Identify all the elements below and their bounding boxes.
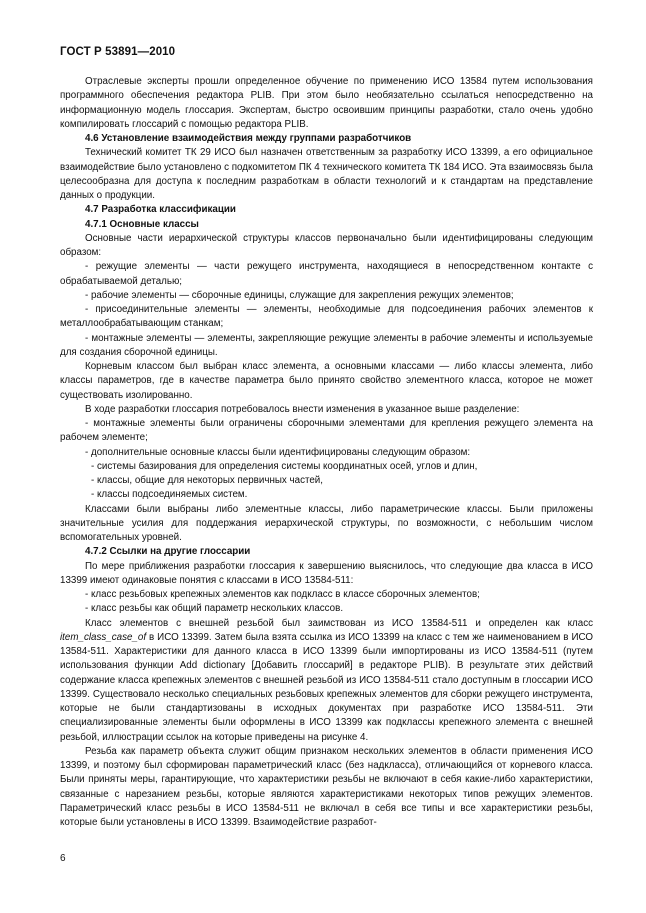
paragraph: В ходе разработки глоссария потребовалось внести изменения в указанное выше разделение: bbox=[85, 403, 520, 415]
paragraph: Технический комитет ТК 29 ИСО был назначен ответственным за разработку ИСО 13399, а его официальное взаимодействие было установлено с подкомитетом ПК 4 технического комитета ТК 184 ИСО. Эта взаимосвязь была целесообразна для доступа к последним разработкам в области технологий и к стандартам на представление данных о продукции. bbox=[60, 147, 593, 201]
section-heading-4-6: 4.6 Установление взаимодействия между группами разработчиков bbox=[85, 133, 412, 144]
paragraph: Резьба как параметр объекта служит общим признаком нескольких элементов в области применения ИСО 13399, и поэтому был сформирован параметрический класс (без надкласса), отличающийся от корневого класса. Были приняты меры, гарантирующие, что характеристики резьбы не включают в себя какие-либо характеристики, связанные с нарезанием резьбы, которые являются характеристиками некоторых типов режущих элементов. Параметрический класс резьбы в ИСО 13584-511 не включал в себя все типы и все характеристики резьбы, которые были установлены в ИСО 13399. Взаимодействие разработ- bbox=[60, 745, 593, 828]
paragraph: Корневым классом был выбран класс элемента, а основными классами — либо классы элемента, либо классы параметров, где в качестве параметра было принято свойство элементного класса, которое не может существовать изолированно. bbox=[60, 361, 593, 401]
section-heading-4-7-1: 4.7.1 Основные классы bbox=[85, 218, 199, 230]
list-item: - класс резьбы как общий параметр нескольких классов. bbox=[85, 603, 344, 615]
section-heading-4-7: 4.7 Разработка классификации bbox=[85, 204, 236, 216]
paragraph: Отраслевые эксперты прошли определенное обучение по применению ИСО 13584 путем использования программного обеспечения редактора PLIB. При этом было необязательно ссылаться непосредственно на информационную модель глоссария. Экспертам, быстро освоившим принципы разработки, стало очень удобно компилировать глоссарий с помощью редактора PLIB. bbox=[60, 76, 593, 130]
sub-list-item: - классы подсоединяемых систем. bbox=[91, 489, 248, 501]
paragraph-with-class-reference bbox=[60, 617, 593, 745]
paragraph: Классами были выбраны либо элементные классы, либо параметрические классы. Были приложены значительные усилия для поддержания иерархической структуры, по возможности, с небольшим числом вспомогательных уровней. bbox=[60, 503, 593, 543]
paragraph-text-end: в ИСО 13399. Затем была взята ссылка из ИСО 13399 на класс с тем же наименованием в ИСО 13584-511. Характеристики для данного класса в ИСО 13399 были импортированы из ИСО 13584-511 (путем использования функции Add dictionary [Добавить глоссарий] в редакторе PLIB). В результате этих действий содержание класса крепежных элементов с внешней резьбой из ИСО 13584-511 стало доступным в глоссарии ИСО 13399. Существовало несколько специальных резьбовых крепежных элементов для сборки режущего инструмента, которые не были стандартизованы в исходных документах при разработке ИСО 13584-511. Эти специализированные элементы были оформлены в ИСО 13399 как подклассы крепежного элемента с внешней резьбой, иллюстрации ссылок на которые приведены на рисунке 4. bbox=[60, 631, 593, 743]
page-header-standard-number: ГОСТ Р 53891—2010 bbox=[60, 46, 176, 58]
paragraph: По мере приближения разработки глоссария к завершению выяснилось, что следующие два класса в ИСО 13399 имеют одинаковые понятия с классами в ИСО 13584-511: bbox=[60, 560, 593, 586]
list-item: - присоединительные элементы — элементы, необходимые для подсоединения рабочих элементов к металлообрабатывающим станкам; bbox=[60, 304, 593, 330]
sub-list-item: - классы, общие для некоторых первичных частей, bbox=[91, 475, 324, 486]
list-item: - монтажные элементы — элементы, закрепляющие режущие элементы в рабочие элементы и используемые для создания сборочной единицы. bbox=[60, 332, 593, 358]
section-heading-4-7-2: 4.7.2 Ссылки на другие глоссарии bbox=[85, 546, 251, 558]
list-item: - рабочие элементы — сборочные единицы, служащие для закрепления режущих элементов; bbox=[85, 289, 514, 301]
paragraph-text-start: Класс элементов с внешней резьбой был заимствован из ИСО 13584-511 и определен как класс bbox=[85, 617, 593, 629]
list-item: - класс резьбовых крепежных элементов как подкласс в классе сборочных элементов; bbox=[85, 589, 480, 600]
class-identifier: item_class_case_of bbox=[60, 631, 147, 643]
list-item: - монтажные элементы были ограничены сборочными элементами для крепления режущего элемента на рабочем элементе; bbox=[60, 418, 593, 444]
list-item: - режущие элементы — части режущего инструмента, находящиеся в непосредственном контакте с обрабатываемой деталью; bbox=[60, 261, 593, 287]
paragraph: Основные части иерархической структуры классов первоначально были идентифицированы следующим образом: bbox=[60, 232, 593, 258]
list-item: - дополнительные основные классы были идентифицированы следующим образом: bbox=[85, 446, 471, 458]
document-body bbox=[60, 75, 593, 830]
page-number: 6 bbox=[60, 853, 66, 864]
sub-list-item: - системы базирования для определения системы координатных осей, углов и длин, bbox=[91, 460, 478, 472]
